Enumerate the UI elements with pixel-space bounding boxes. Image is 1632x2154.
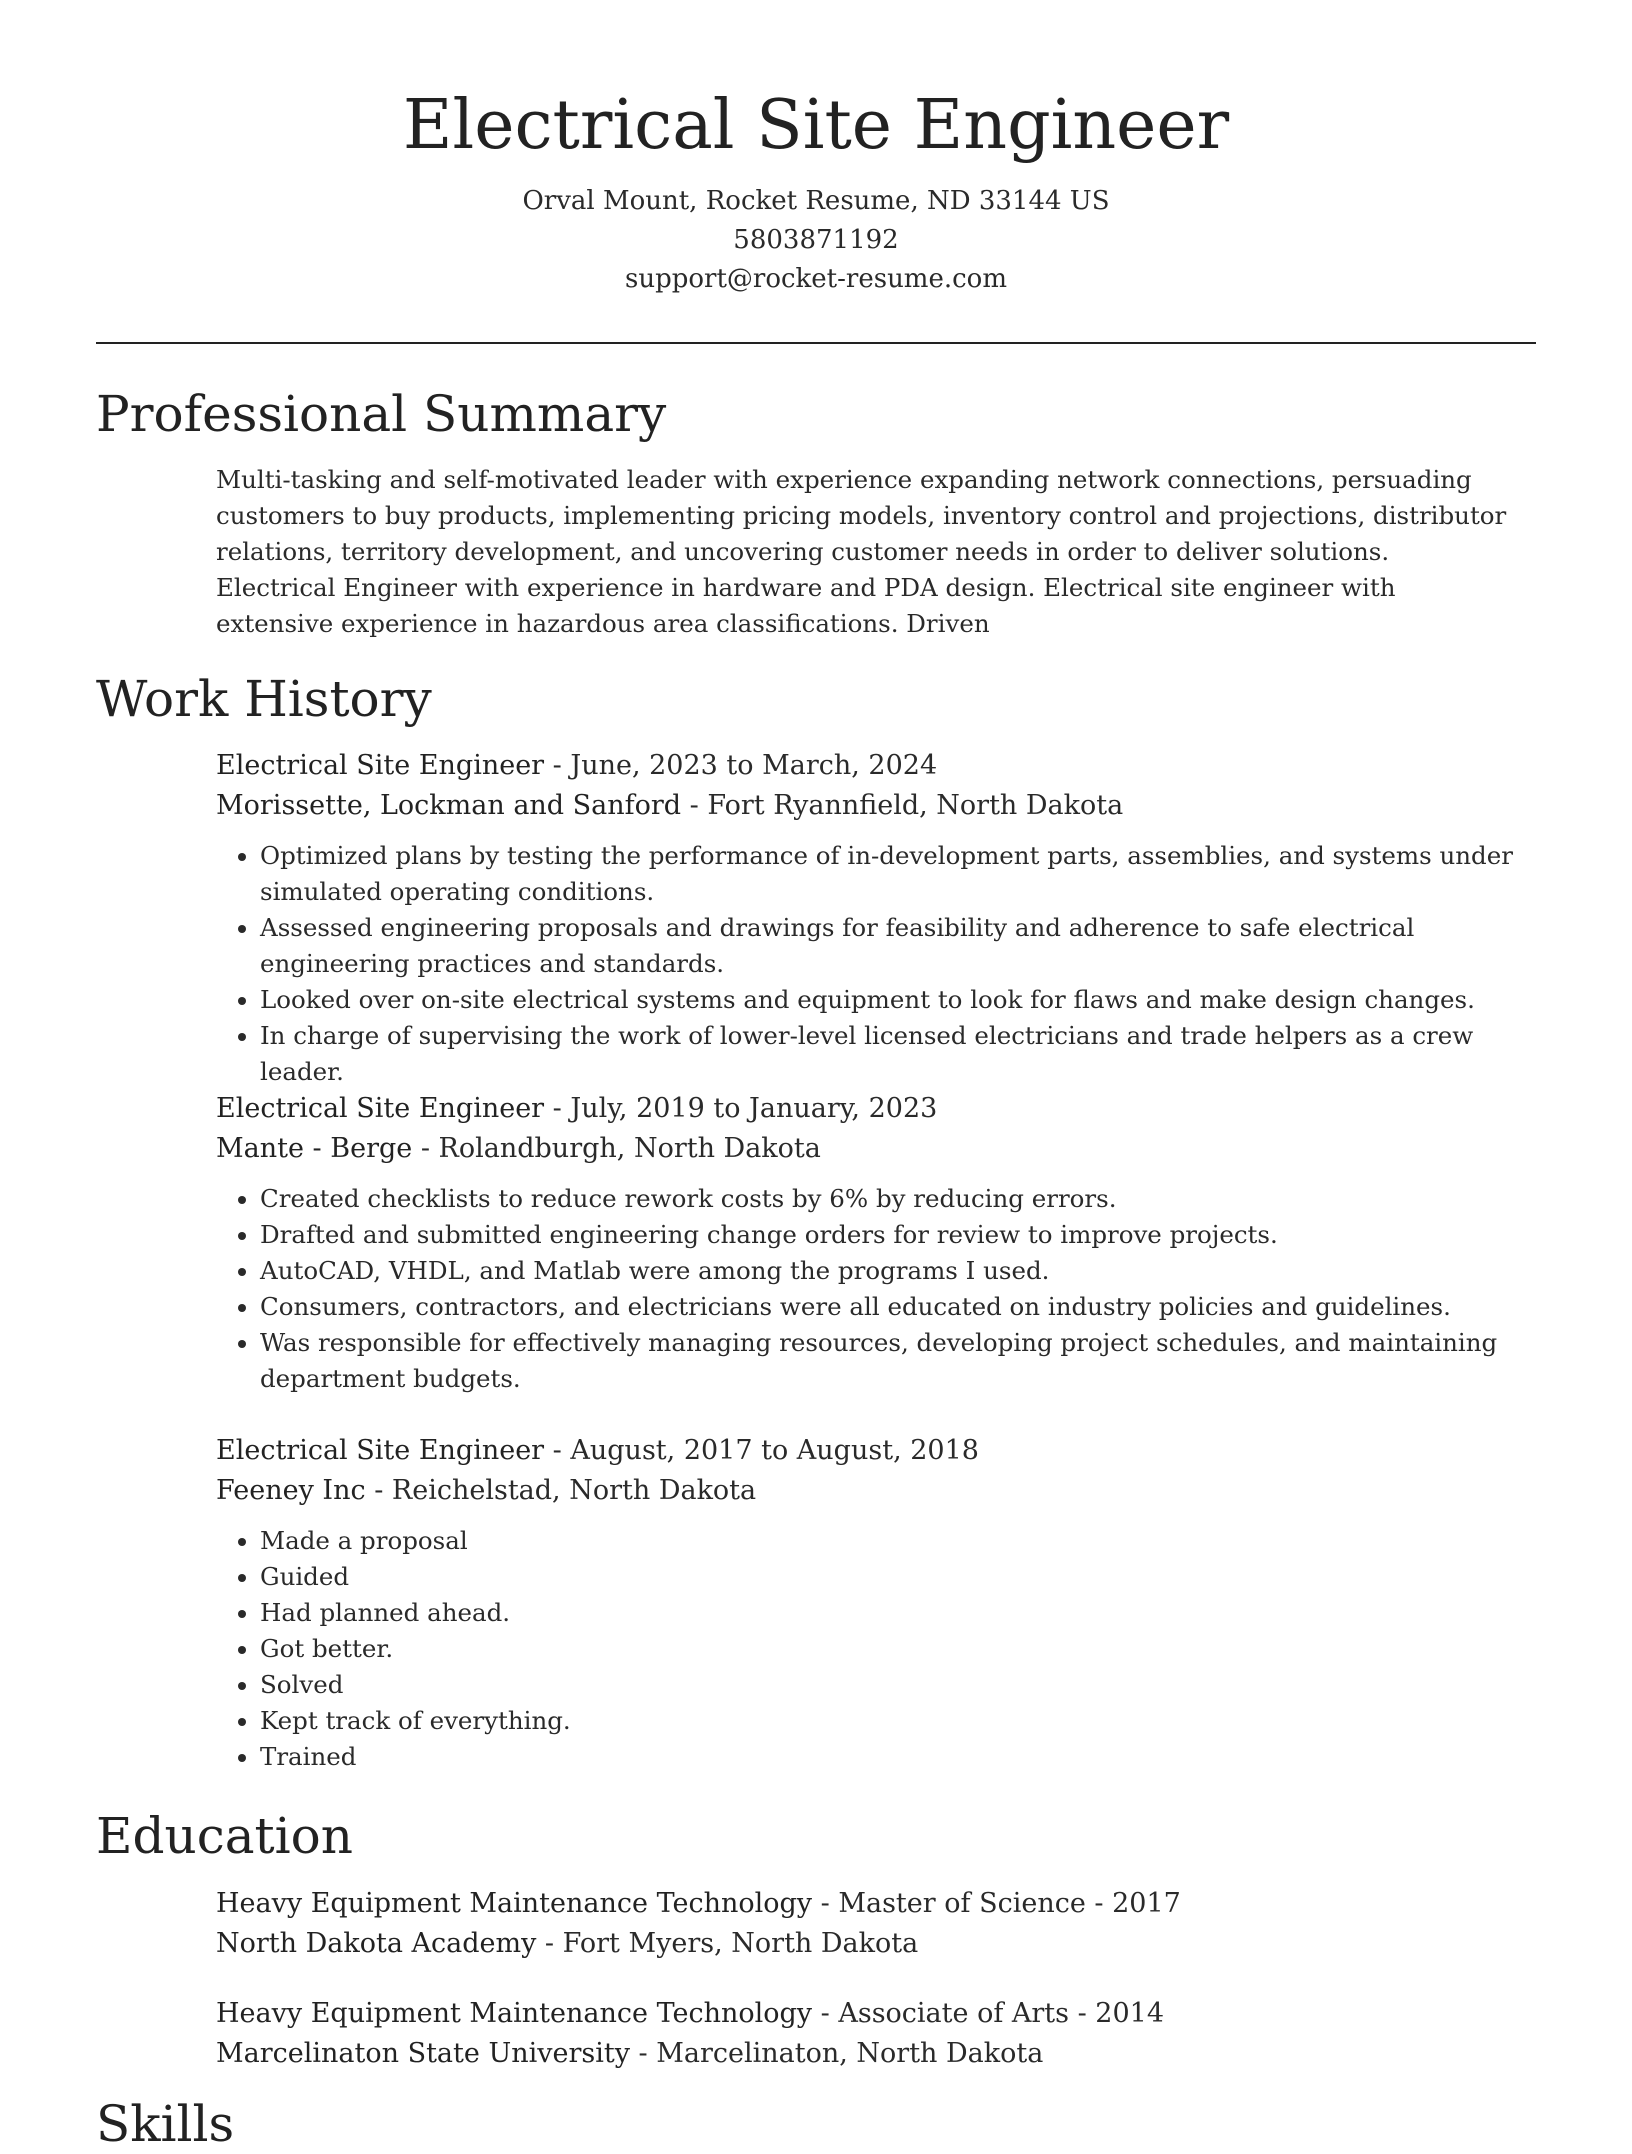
- education-degree: - Master of Science - 2017: [812, 1888, 1181, 1919]
- job-bullet: • Had planned ahead.: [260, 1595, 1516, 1631]
- job-bullets: [216, 838, 1516, 1090]
- job-bullet: • In charge of supervising the work of lower-level licensed electricians and trade helpers as a crew leader.: [260, 1018, 1516, 1090]
- education-school-line: [216, 2034, 1516, 2074]
- job-entry: [216, 746, 1516, 1090]
- education-entry: [216, 1994, 1516, 2074]
- summary-text: Multi-tasking and self-motivated leader with experience expanding network connections, persuading customers to buy products, implementing pricing models, inventory control and projections, distributor relations, territory development, and uncovering customer needs in order to deliver solutions. Electrical Engineer with experience in hardware and PDA design. Electrical site engineer with extensive experience in hazardous area classifications. Driven: [216, 465, 1507, 638]
- education-school-line: [216, 1924, 1516, 1964]
- job-bullet: • Trained: [260, 1739, 1516, 1775]
- header-divider: [96, 342, 1536, 344]
- education-entry: [216, 1884, 1516, 1964]
- education-school: Marcelinaton State University: [216, 2038, 630, 2069]
- job-dates: - July, 2019 to January, 2023: [544, 1093, 938, 1124]
- education-location: - Fort Myers, North Dakota: [536, 1928, 919, 1959]
- job-role: Electrical Site Engineer: [216, 1435, 545, 1466]
- job-bullet: • Solved: [260, 1667, 1516, 1703]
- email: support@rocket-resume.com: [624, 264, 1007, 294]
- job-company: Morissette, Lockman and Sanford: [216, 790, 682, 821]
- job-bullet: • Created checklists to reduce rework costs by 6% by reducing errors.: [260, 1181, 1516, 1217]
- job-bullet: • Drafted and submitted engineering change orders for review to improve projects.: [260, 1217, 1516, 1253]
- job-bullet: • Guided: [260, 1559, 1516, 1595]
- education-location: - Marcelinaton, North Dakota: [629, 2038, 1044, 2069]
- job-entry: [216, 1089, 1516, 1397]
- job-bullet: • Optimized plans by testing the performance of in-development parts, assemblies, and systems under simulated operating conditions.: [260, 838, 1516, 910]
- job-bullet: • Consumers, contractors, and electricians were all educated on industry policies and guidelines.: [260, 1289, 1516, 1325]
- resume-name: Electrical Site Engineer: [402, 86, 1230, 165]
- job-bullet: • Looked over on-site electrical systems and equipment to look for flaws and make design changes.: [260, 982, 1516, 1018]
- job-company: Feeney Inc: [216, 1475, 366, 1506]
- job-title-line: [216, 1431, 1516, 1471]
- job-role: Electrical Site Engineer: [216, 1093, 545, 1124]
- job-entry: [216, 1431, 1516, 1775]
- job-bullet: • Kept track of everything.: [260, 1703, 1516, 1739]
- job-bullet: • Was responsible for effectively managing resources, developing project schedules, and maintaining department budgets.: [260, 1325, 1516, 1397]
- phone: 5803871192: [733, 225, 899, 255]
- job-bullets: [216, 1523, 1516, 1775]
- job-location: - Rolandburgh, North Dakota: [412, 1133, 821, 1164]
- work-history-heading: Work History: [96, 670, 432, 728]
- job-location: - Reichelstad, North Dakota: [365, 1475, 757, 1506]
- education-school: North Dakota Academy: [216, 1928, 537, 1959]
- education-field: Heavy Equipment Maintenance Technology: [216, 1998, 813, 2029]
- job-dates: - June, 2023 to March, 2024: [544, 750, 938, 781]
- summary-heading: Professional Summary: [96, 385, 667, 443]
- job-company: Mante - Berge: [216, 1133, 413, 1164]
- job-location: - Fort Ryannfield, North Dakota: [681, 790, 1124, 821]
- job-title-line: [216, 746, 1516, 786]
- resume-header: [0, 0, 1632, 299]
- skills-heading: Skills: [96, 2095, 235, 2153]
- job-bullet: • Made a proposal: [260, 1523, 1516, 1559]
- job-company-line: [216, 786, 1516, 826]
- job-bullet: • Assessed engineering proposals and drawings for feasibility and adherence to safe electrical engineering practices and standards.: [260, 910, 1516, 982]
- job-role: Electrical Site Engineer: [216, 750, 545, 781]
- job-bullet: • Got better.: [260, 1631, 1516, 1667]
- job-bullet: • AutoCAD, VHDL, and Matlab were among the programs I used.: [260, 1253, 1516, 1289]
- job-bullets: [216, 1181, 1516, 1397]
- education-degree-line: [216, 1884, 1516, 1924]
- education-degree-line: [216, 1994, 1516, 2034]
- address: Orval Mount, Rocket Resume, ND 33144 US: [522, 186, 1110, 216]
- education-field: Heavy Equipment Maintenance Technology: [216, 1888, 813, 1919]
- job-company-line: [216, 1129, 1516, 1169]
- job-company-line: [216, 1471, 1516, 1511]
- job-title-line: [216, 1089, 1516, 1129]
- education-heading: Education: [96, 1807, 353, 1865]
- education-degree: - Associate of Arts - 2014: [812, 1998, 1165, 2029]
- job-dates: - August, 2017 to August, 2018: [544, 1435, 979, 1466]
